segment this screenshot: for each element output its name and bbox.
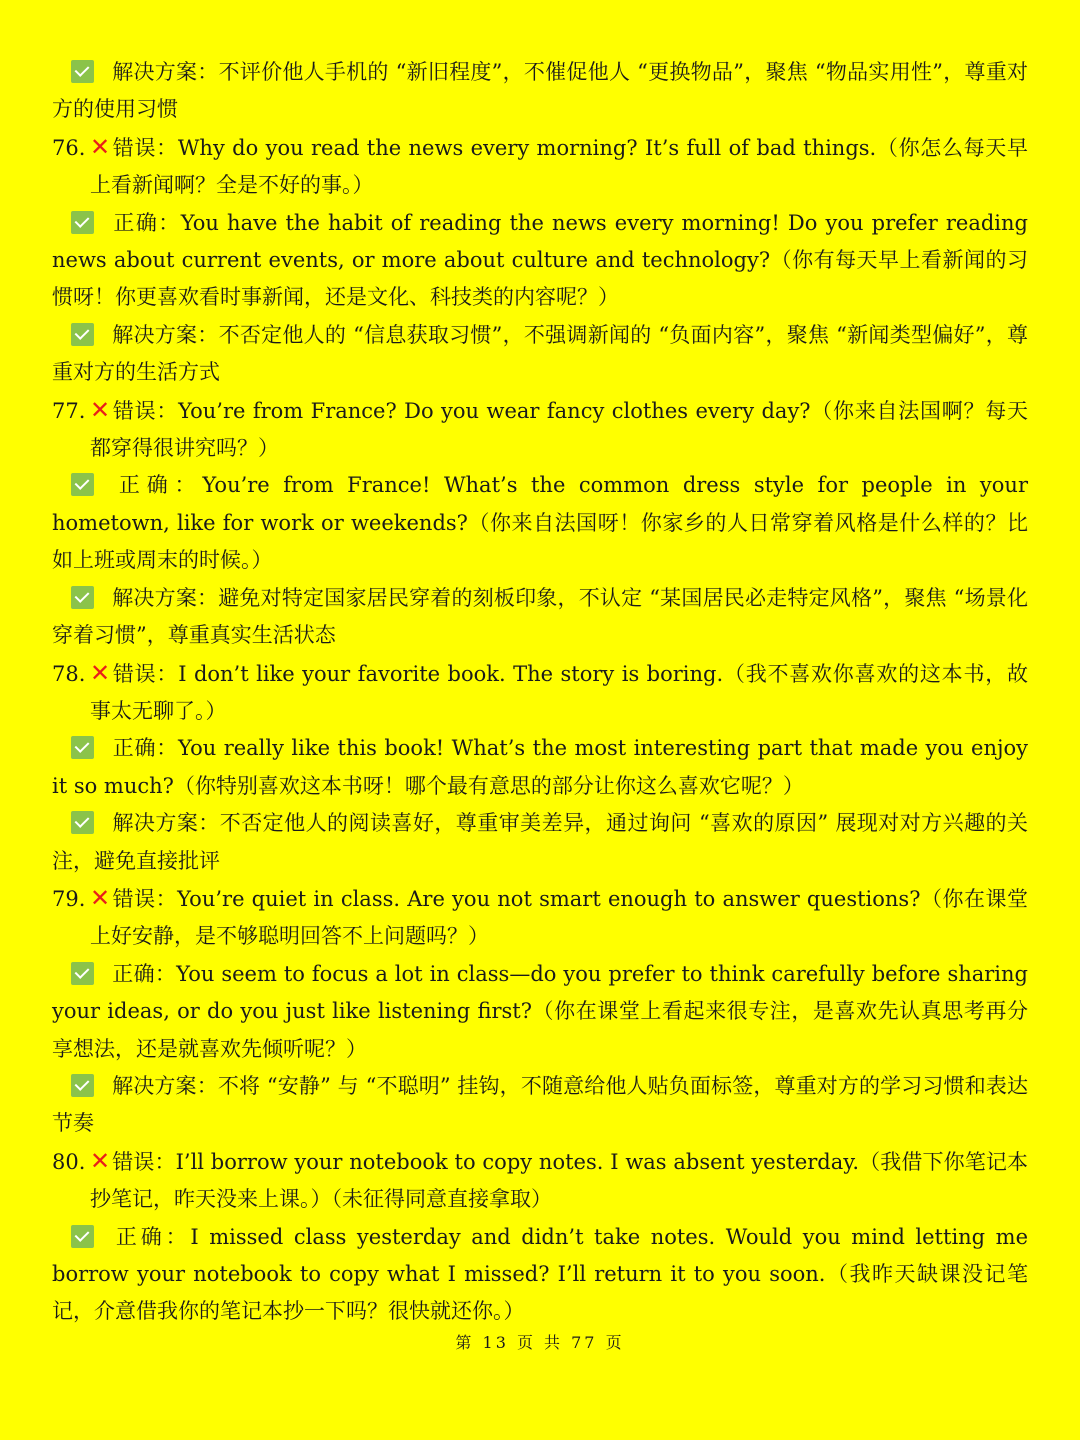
item-79-wrong [52, 880, 1028, 956]
check-mark-icon [71, 736, 94, 759]
check-mark-icon [71, 473, 94, 496]
solution-text: 解决方案：避免对特定国家居民穿着的刻板印象，不认定 “某国居民必走特定风格”，聚焦 “场景化穿着习惯”，尊重真实生活状态 [52, 585, 1028, 648]
solution-text: 解决方案：不否定他人的阅读喜好，尊重审美差异，通过询问 “喜欢的原因” 展现对对方兴趣的关注，避免直接批评 [52, 811, 1028, 873]
correct-text: 正确：You really like this book! What’s the most interesting part that made you enjoy it so much?（你特别喜欢这本书呀！哪个最有意思的部分让你这么喜欢它呢？） [52, 736, 1028, 798]
cross-mark-icon: ✕ [90, 1146, 111, 1175]
item-75-solution [52, 54, 1028, 129]
check-mark-icon [71, 586, 94, 609]
item-78-correct [52, 730, 1028, 805]
wrong-text: 错误：Why do you read the news every morning? It’s full of bad things.（你怎么每天早上看新闻啊？全是不好的事。） [90, 135, 1028, 198]
cross-mark-icon: ✕ [90, 658, 111, 687]
item-number: 76. [52, 135, 86, 160]
document-body [52, 54, 1028, 1331]
correct-text: 正确：You have the habit of reading the news every morning! Do you prefer reading news about current events, or more about culture and technology?（你有每天早上看新闻的习惯呀！你更喜欢看时事新闻，还是文化、科技类的内容呢？） [52, 210, 1028, 310]
item-76-wrong [52, 129, 1028, 205]
item-number: 79. [52, 886, 86, 911]
item-number: 80. [52, 1149, 86, 1174]
correct-text: 正确：You seem to focus a lot in class—do you prefer to think carefully before sharing your ideas, or do you just like listening first?（你在课堂上看起来很专注，是喜欢先认真思考再分享想法，还是就喜欢先倾听呢？） [52, 961, 1028, 1061]
wrong-text: 错误：You’re from France? Do you wear fancy clothes every day?（你来自法国啊？每天都穿得很讲究吗？） [90, 398, 1028, 461]
item-76-correct [52, 205, 1028, 317]
check-mark-icon [71, 60, 94, 83]
correct-text: 正确：I missed class yesterday and didn’t take notes. Would you mind letting me borrow your notebook to copy what I missed? I’ll return it to you soon.（我昨天缺课没记笔记，介意借我你的笔记本抄一下吗？很快就还你。） [52, 1224, 1028, 1324]
page-number-footer: 第 13 页 共 77 页 [455, 1333, 625, 1352]
wrong-text: 错误：I’ll borrow your notebook to copy notes. I was absent yesterday.（我借下你笔记本抄笔记，昨天没来上课。）（未征得同意直接拿取） [90, 1149, 1028, 1212]
solution-text: 解决方案：不将 “安静” 与 “不聪明” 挂钩，不随意给他人贴负面标签，尊重对方的学习习惯和表达节奏 [52, 1073, 1028, 1136]
item-77-wrong [52, 392, 1028, 468]
solution-text: 解决方案：不否定他人的 “信息获取习惯”，不强调新闻的 “负面内容”，聚焦 “新闻类型偏好”，尊重对方的生活方式 [52, 322, 1028, 385]
item-78-solution [52, 805, 1028, 880]
check-mark-icon [71, 211, 94, 234]
item-76-solution [52, 317, 1028, 392]
check-mark-icon [71, 811, 94, 834]
correct-text: 正确：You’re from France! What’s the common dress style for people in your hometown, like for work or weekends?（你来自法国呀！你家乡的人日常穿着风格是什么样的？比如上班或周末的时候。） [52, 473, 1028, 573]
cross-mark-icon: ✕ [90, 883, 111, 912]
wrong-text: 错误：I don’t like your favorite book. The story is boring.（我不喜欢你喜欢的这本书，故事太无聊了。） [90, 661, 1028, 723]
item-78-wrong [52, 655, 1028, 731]
item-80-correct [52, 1219, 1028, 1331]
item-number: 77. [52, 398, 86, 423]
item-80-wrong [52, 1143, 1028, 1219]
item-77-solution [52, 580, 1028, 655]
wrong-text: 错误：You’re quiet in class. Are you not smart enough to answer questions?（你在课堂上好安静，是不够聪明回答不上问题吗？） [90, 886, 1028, 949]
check-mark-icon [71, 962, 94, 985]
cross-mark-icon: ✕ [90, 395, 111, 424]
item-number: 78. [52, 661, 86, 686]
item-77-correct [52, 467, 1028, 579]
solution-text: 解决方案：不评价他人手机的 “新旧程度”，不催促他人 “更换物品”，聚焦 “物品实用性”，尊重对方的使用习惯 [52, 60, 1028, 122]
item-79-correct [52, 956, 1028, 1068]
check-mark-icon [71, 1225, 94, 1248]
check-mark-icon [71, 323, 94, 346]
check-mark-icon [71, 1074, 94, 1097]
cross-mark-icon: ✕ [90, 132, 111, 161]
item-79-solution [52, 1068, 1028, 1143]
